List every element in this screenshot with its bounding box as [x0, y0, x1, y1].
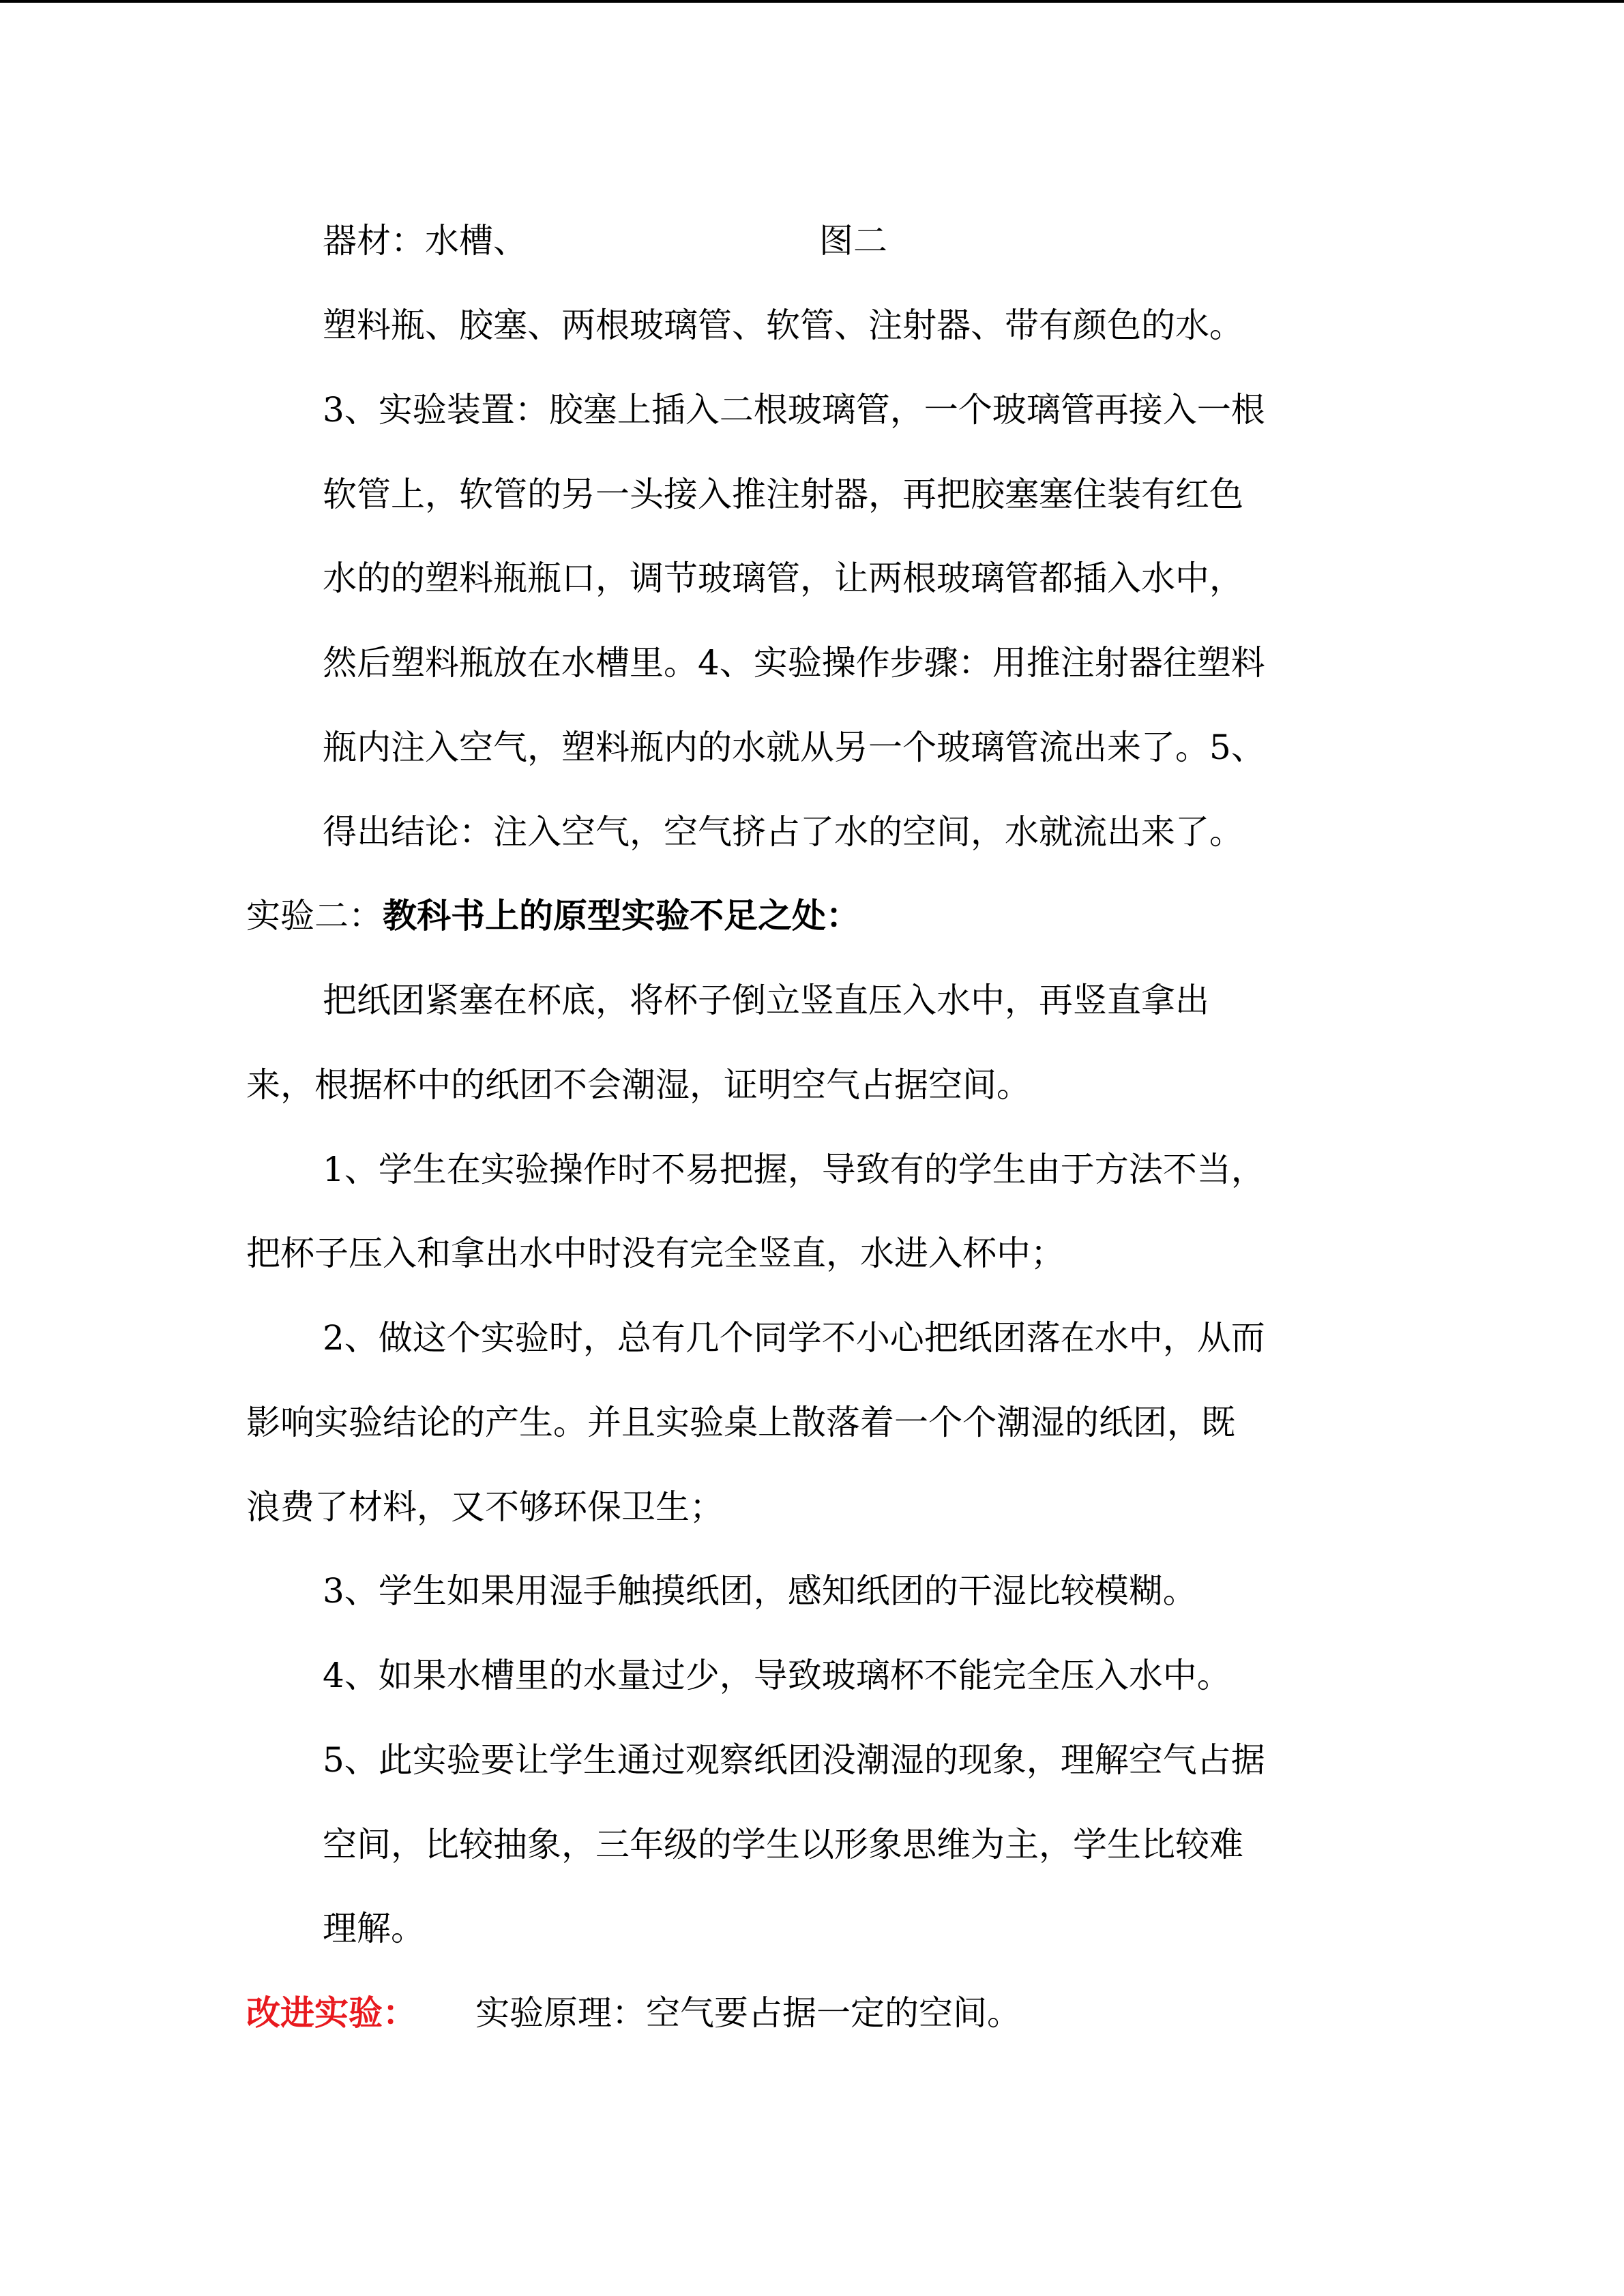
paragraph-line: 水的的塑料瓶瓶口，调节玻璃管，让两根玻璃管都插入水中， — [323, 558, 1243, 598]
paragraph-line: 得出结论：注入空气，空气挤占了水的空间，水就流出来了。 — [323, 812, 1243, 852]
paragraph-line: 1、学生在实验操作时不易把握，导致有的学生由于方法不当， — [323, 1150, 1265, 1189]
paragraph-line: 把纸团紧塞在杯底，将杯子倒立竖直压入水中，再竖直拿出 — [323, 981, 1209, 1020]
paragraph-line: 理解。 — [323, 1909, 425, 1948]
experiment2-title: 教科书上的原型实验不足之处： — [383, 896, 860, 936]
paragraph-line: 然后塑料瓶放在水槽里。4、实验操作步骤：用推注射器往塑料 — [323, 643, 1265, 683]
paragraph-line: 瓶内注入空气，塑料瓶内的水就从另一个玻璃管流出来了。5、 — [323, 728, 1265, 767]
paragraph-line: 软管上，软管的另一头接入推注射器，再把胶塞塞住装有红色 — [323, 475, 1243, 514]
figure-label: 图二 — [819, 221, 887, 260]
paragraph-line: 空间，比较抽象，三年级的学生以形象思维为主，学生比较难 — [323, 1825, 1243, 1864]
paragraph-line: 3、实验装置：胶塞上插入二根玻璃管，一个玻璃管再接入一根 — [323, 390, 1265, 430]
paragraph-line: 2、做这个实验时，总有几个同学不小心把纸团落在水中，从而 — [323, 1318, 1265, 1358]
top-rule — [0, 0, 1624, 3]
paragraph-line: 把杯子压入和拿出水中时没有完全竖直，水进入杯中； — [246, 1234, 1065, 1273]
materials-line: 器材：水槽、 — [323, 221, 527, 260]
principle-line: 实验原理：空气要占据一定的空间。 — [475, 1993, 1021, 2033]
paragraph-line: 4、如果水槽里的水量过少，导致玻璃杯不能完全压入水中。 — [323, 1656, 1231, 1695]
improved-experiment-label: 改进实验： — [246, 1993, 417, 2033]
paragraph-line: 来，根据杯中的纸团不会潮湿，证明空气占据空间。 — [246, 1065, 1031, 1105]
section-heading-experiment2 — [246, 895, 860, 936]
paragraph-line: 塑料瓶、胶塞、两根玻璃管、软管、注射器、带有颜色的水。 — [323, 305, 1243, 345]
experiment2-label: 实验二： — [246, 896, 383, 936]
paragraph-line: 浪费了材料，又不够环保卫生； — [246, 1487, 724, 1527]
paragraph-line: 3、学生如果用湿手触摸纸团，感知纸团的干湿比较模糊。 — [323, 1571, 1197, 1611]
paragraph-line: 5、此实验要让学生通过观察纸团没潮湿的现象，理解空气占据 — [323, 1740, 1265, 1780]
paragraph-line: 影响实验结论的产生。并且实验桌上散落着一个个潮湿的纸团，既 — [246, 1403, 1235, 1442]
